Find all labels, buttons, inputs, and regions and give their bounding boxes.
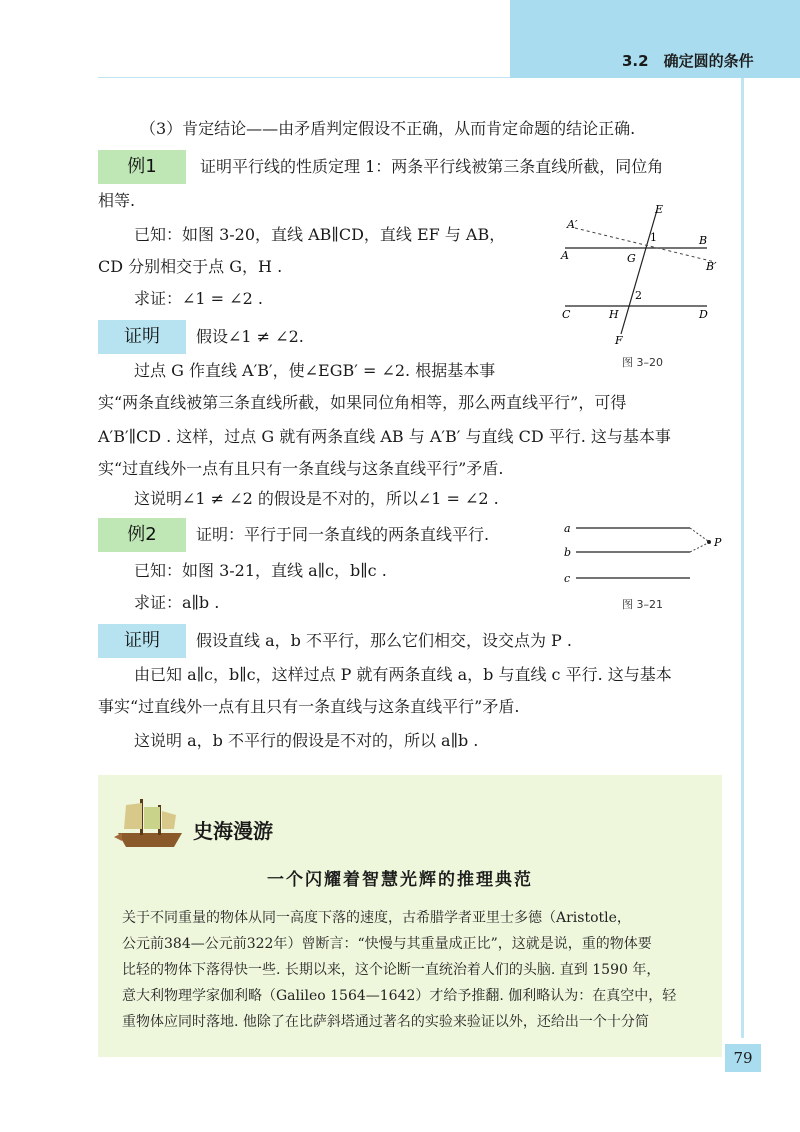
- section-title: 3.2 确定圆的条件: [622, 52, 754, 70]
- example1-statement: 证明平行线的性质定理 1：两条平行线被第三条直线所截，同位角: [200, 157, 664, 176]
- label-a: a: [564, 522, 571, 535]
- label-G: G: [627, 252, 636, 265]
- proof1-line4: A′B′∥CD . 这样，过点 G 就有两条直线 AB 与 A′B′ 与直线 CD 平行. 这与基本事: [98, 427, 671, 446]
- intro-line: （3）肯定结论——由矛盾判定假设不正确，从而肯定命题的结论正确.: [140, 119, 636, 138]
- proof2-line2: 由已知 a∥c，b∥c，这样过点 P 就有两条直线 a，b 与直线 c 平行. 这与基本: [134, 665, 672, 684]
- ship-icon: [112, 795, 188, 853]
- header-rule: [98, 77, 510, 78]
- proof1-line2: 过点 G 作直线 A′B′，使∠EGB′ = ∠2. 根据基本事: [134, 361, 496, 380]
- example1-statement-cont: 相等.: [98, 191, 136, 210]
- proof1-line3: 实“两条直线被第三条直线所截，如果同位角相等，那么两直线平行”，可得: [98, 393, 627, 412]
- margin-rule: [741, 78, 744, 1038]
- line-a-extension: [690, 528, 708, 541]
- history-line-2: 公元前384—公元前322年）曾断言：“快慢与其重量成正比”，这就是说，重的物体要: [122, 936, 652, 952]
- label-b: b: [564, 546, 572, 559]
- example2-statement: 证明：平行于同一条直线的两条直线平行.: [196, 525, 490, 544]
- example1-given: 已知：如图 3-20，直线 AB∥CD，直线 EF 与 AB，: [134, 225, 506, 244]
- label-H: H: [609, 308, 619, 321]
- history-line-5: 重物体应同时落地. 他除了在比萨斜塔通过著名的实验来验证以外，还给出一个十分简: [122, 1014, 649, 1030]
- label-D: D: [699, 308, 708, 321]
- example2-badge: 例2: [98, 518, 186, 552]
- label-C: C: [562, 308, 571, 321]
- proof1-badge: 证明: [98, 320, 186, 354]
- label-A-prime: A′: [567, 218, 578, 231]
- history-title: 史海漫游: [193, 819, 273, 843]
- point-P: [707, 540, 711, 544]
- proof2-line1: 假设直线 a，b 不平行，那么它们相交，设交点为 P .: [196, 631, 572, 650]
- label-B: B: [699, 234, 708, 247]
- proof1-line6: 这说明∠1 ≠ ∠2 的假设是不对的，所以∠1 = ∠2 .: [134, 489, 499, 508]
- figure-3-21-caption: 图 3–21: [622, 598, 663, 611]
- page-number: 79: [725, 1044, 761, 1072]
- example1-badge: 例1: [98, 150, 186, 184]
- example2-prove: 求证：a∥b .: [134, 593, 220, 612]
- history-subtitle: 一个闪耀着智慧光辉的推理典范: [267, 870, 533, 890]
- label-c: c: [564, 572, 571, 585]
- label-P: P: [714, 536, 722, 549]
- figure-3-20: [555, 200, 725, 350]
- proof2-badge: 证明: [98, 624, 186, 658]
- label-angle-2: 2: [635, 289, 642, 302]
- example1-given-cont: CD 分别相交于点 G，H .: [98, 257, 283, 276]
- proof1-line1: 假设∠1 ≠ ∠2.: [196, 327, 304, 346]
- label-F: F: [615, 334, 623, 347]
- example2-given: 已知：如图 3-21，直线 a∥c，b∥c .: [134, 561, 387, 580]
- proof2-line4: 这说明 a，b 不平行的假设是不对的，所以 a∥b .: [134, 731, 479, 750]
- line-A1B1: [575, 228, 715, 262]
- label-B-prime: B′: [706, 260, 717, 273]
- label-E: E: [655, 203, 664, 216]
- proof2-line3: 事实“过直线外一点有且只有一条直线与这条直线平行”矛盾.: [98, 697, 520, 716]
- history-line-3: 比轻的物体下落得快一些. 长期以来，这个论断一直统治着人们的头脑. 直到 1590 年，: [122, 962, 661, 978]
- line-b-extension: [690, 543, 708, 552]
- example1-prove: 求证：∠1 = ∠2 .: [134, 289, 263, 308]
- proof1-line5: 实“过直线外一点有且只有一条直线与这条直线平行”矛盾.: [98, 459, 504, 478]
- label-A: A: [561, 249, 569, 262]
- history-line-1: 关于不同重量的物体从同一高度下落的速度，古希腊学者亚里士多德（Aristotle，: [122, 910, 631, 926]
- label-angle-1: 1: [650, 231, 657, 244]
- figure-3-21: [560, 520, 730, 592]
- history-line-4: 意大利物理学家伽利略（Galileo 1564—1642）才给予推翻. 伽利略认为：在真空中，轻: [122, 988, 677, 1004]
- line-EF: [621, 210, 657, 334]
- figure-3-20-caption: 图 3–20: [622, 356, 663, 369]
